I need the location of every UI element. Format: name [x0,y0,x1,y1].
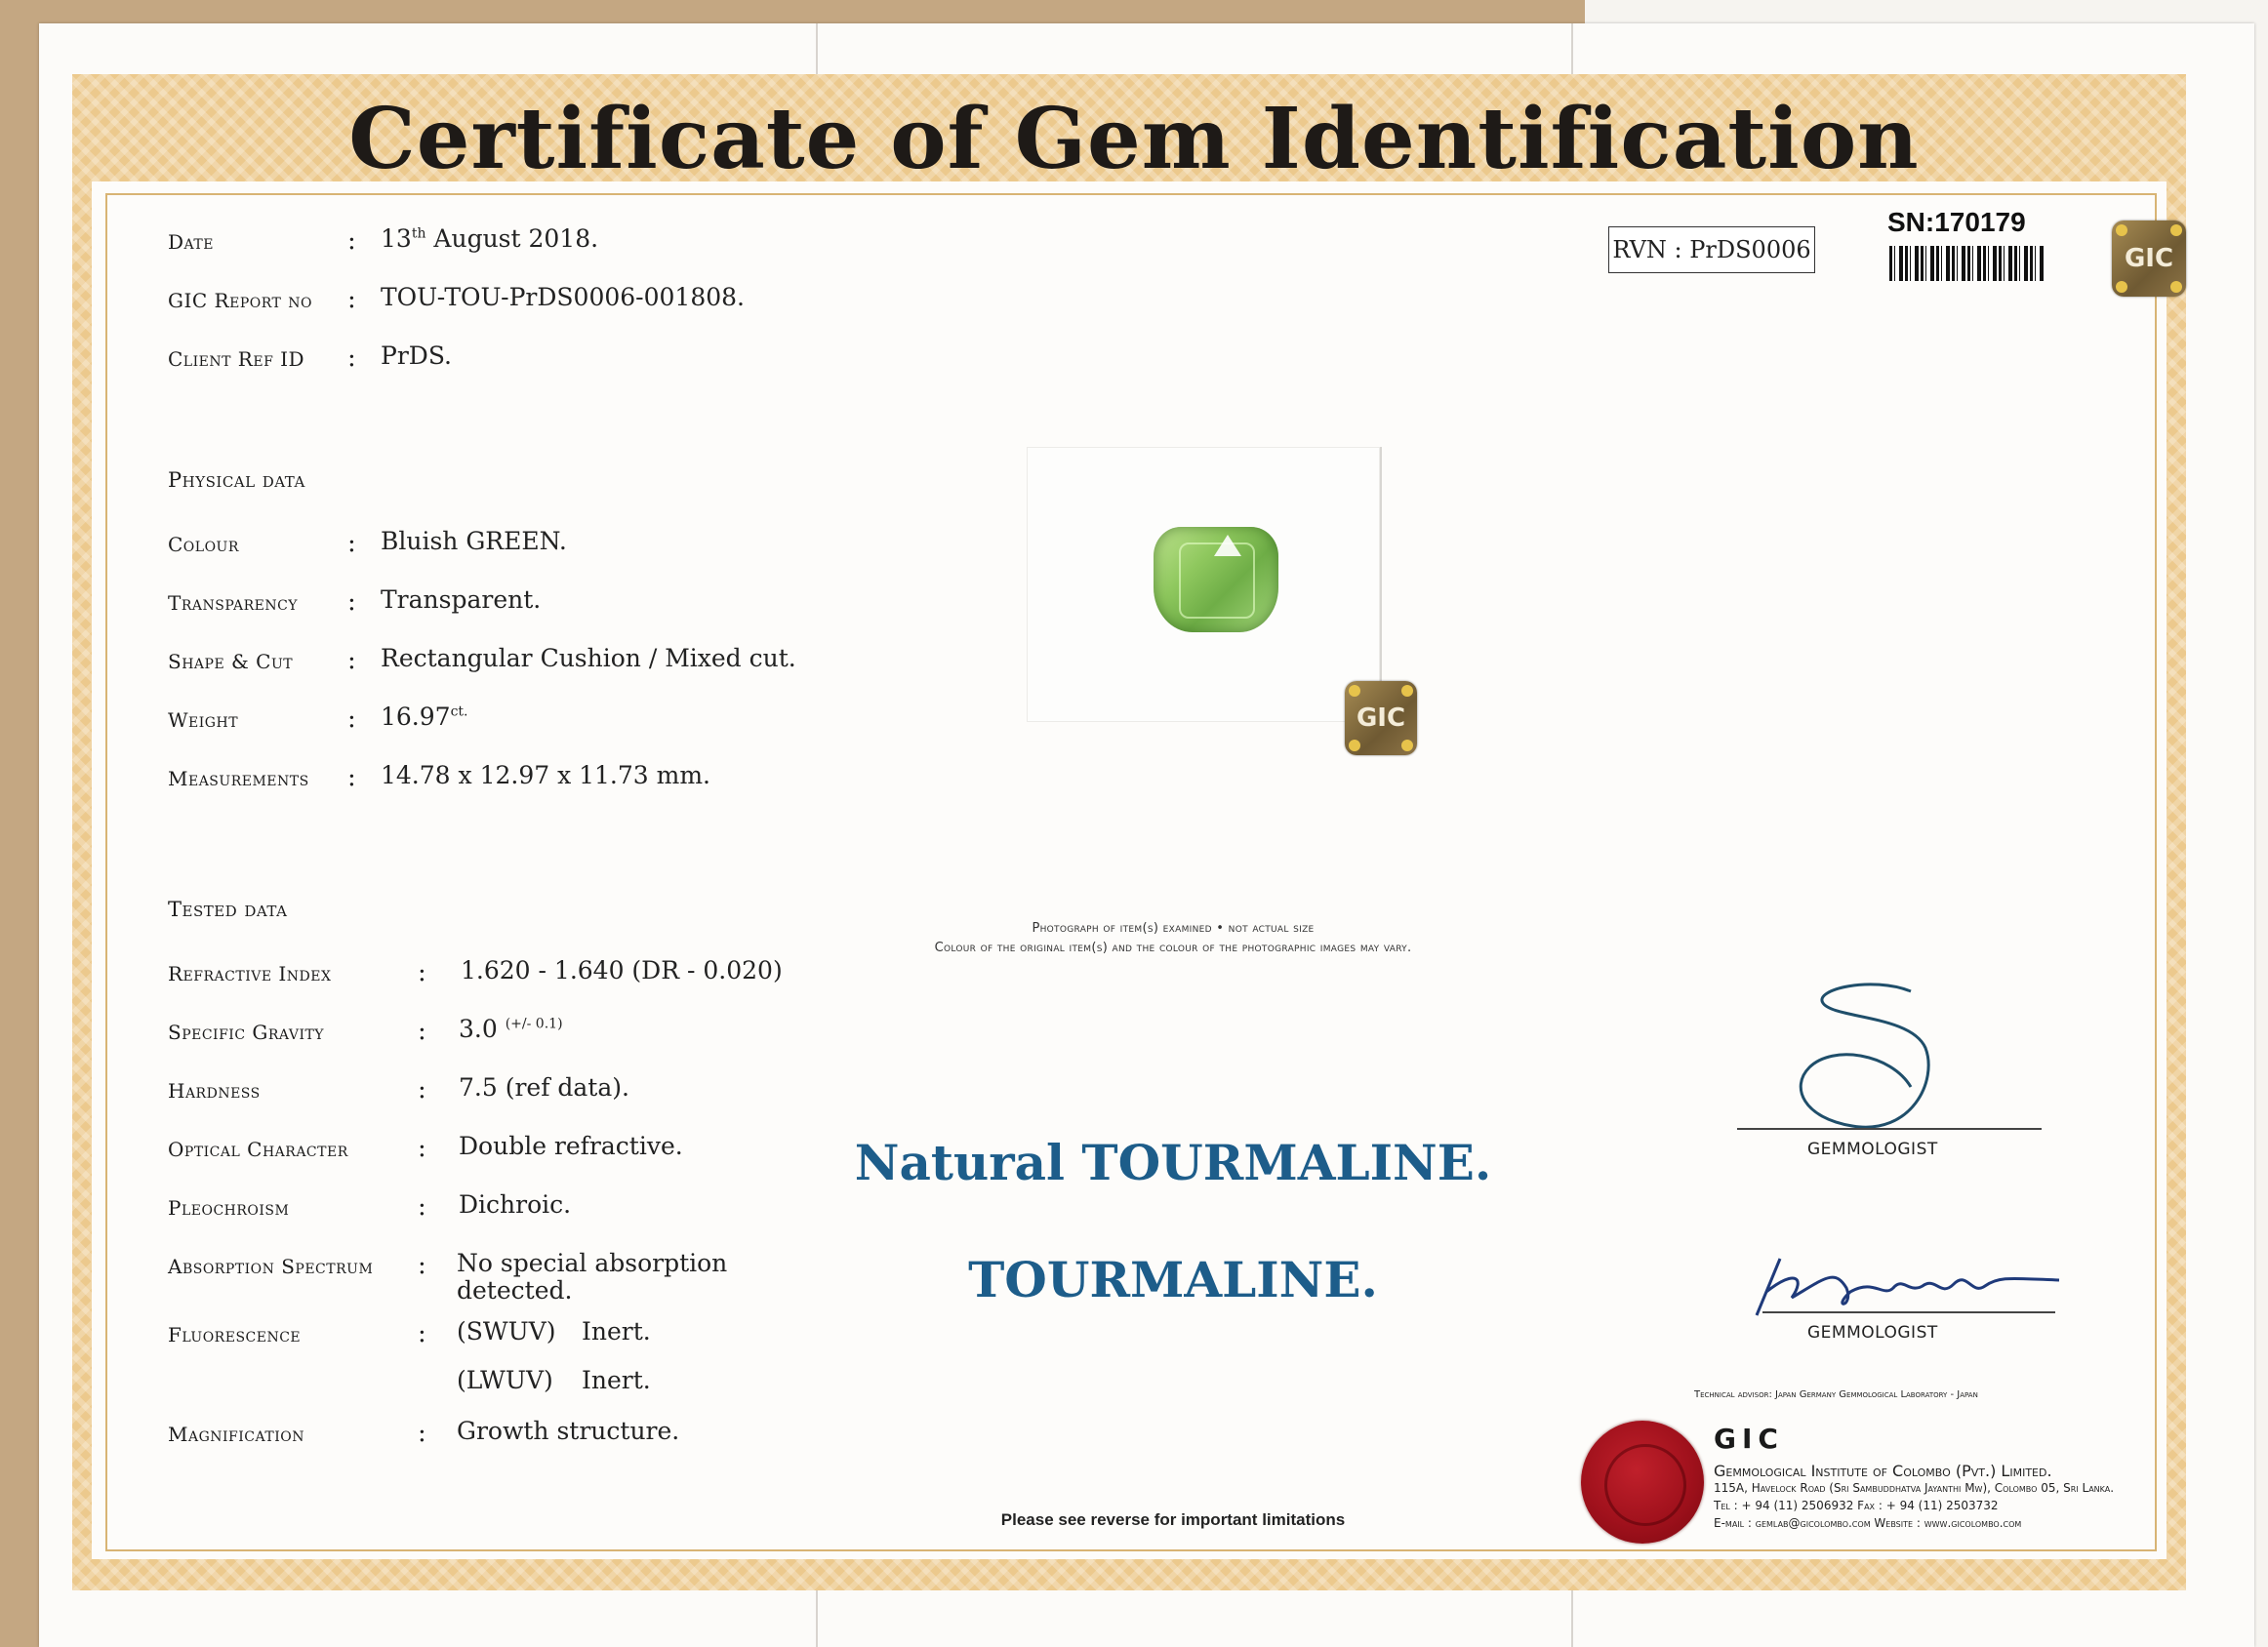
refractive-index-value: 1.620 - 1.640 (DR - 0.020) [461,956,783,984]
report-no-value: TOU-TOU-PrDS0006-001808. [381,283,745,311]
report-no-label: GIC Report no [168,289,312,312]
rvn-box: RVN : PrDS0006 [1608,226,1815,273]
wax-seal-emblem-icon [1604,1444,1686,1526]
institute-short-name: GIC [1714,1423,1784,1455]
photo-pointer-line [1380,447,1382,691]
tested-data-heading: Tested data [168,898,288,921]
institute-email: E-mail : gemlab@gicolombo.com Website : www.gicolombo.com [1714,1516,2022,1530]
colour-label: Colour [168,533,239,556]
frame-border-line [105,193,2157,1551]
hardness-label: Hardness [168,1079,261,1103]
measurements-label: Measurements [168,767,309,790]
absorption-spectrum-value-line2: detected. [457,1276,573,1305]
identification-variety: TOURMALINE. [968,1251,1378,1308]
date-value: 13th August 2018. [381,224,599,253]
physical-data-heading: Physical data [168,468,305,492]
gemmologist-label-2: GEMMOLOGIST [1807,1323,1938,1343]
weight-label: Weight [168,708,239,732]
barcode [1889,246,2045,281]
hardness-value: 7.5 (ref data). [459,1073,629,1102]
swuv-label: (SWUV) [457,1317,556,1346]
lwuv-value: Inert. [582,1366,651,1394]
pleochroism-value: Dichroic. [459,1190,572,1219]
refractive-index-label: Refractive Index [168,962,332,985]
magnification-value: Growth structure. [457,1417,680,1445]
absorption-spectrum-label: Absorption Spectrum [168,1255,374,1278]
certificate-title: Certificate of Gem Identification [348,90,1920,188]
colour-value: Bluish GREEN. [381,527,567,555]
client-ref-value: PrDS. [381,341,452,370]
institute-phone: Tel : + 94 (11) 2506932 Fax : + 94 (11) 2503732 [1714,1499,1999,1512]
optical-character-label: Optical Character [168,1138,348,1161]
weight-value: $16.97^{ct.}$ [381,703,468,731]
date-label: Date [168,230,214,254]
specific-gravity-value: 3.0 $^{(+/- 0.1)}$ [459,1015,563,1043]
photo-gic-seal-icon: GIC [1345,681,1417,755]
pleochroism-label: Pleochroism [168,1196,290,1220]
gemmologist-label-1: GEMMOLOGIST [1807,1140,1938,1159]
transparency-value: Transparent. [381,585,542,614]
signature-line-2 [1762,1311,2055,1313]
fluorescence-label: Fluorescence [168,1323,302,1346]
shape-cut-value: Rectangular Cushion / Mixed cut. [381,644,796,672]
corner-gic-seal-icon: GIC [2112,221,2186,297]
magnification-label: Magnification [168,1423,304,1446]
swuv-value: Inert. [582,1317,651,1346]
signature-line-1 [1737,1128,2042,1130]
signature-1 [1764,980,1979,1145]
identification-result: Natural TOURMALINE. [854,1134,1492,1191]
reverse-note: Please see reverse for important limitations [1000,1510,1346,1529]
photo-caption-line2: Colour of the original item(s) and the colour of the photographic images may vary. [934,941,1412,955]
lwuv-label: (LWUV) [457,1366,553,1394]
serial-number: SN:170179 [1887,207,2026,237]
specific-gravity-label: Specific Gravity [168,1021,325,1044]
institute-name: Gemmological Institute of Colombo (Pvt.) Limited. [1714,1462,2052,1480]
shape-cut-label: Shape & Cut [168,650,294,673]
client-ref-label: Client Ref ID [168,347,305,371]
gem-highlight [1214,535,1241,556]
signature-2 [1737,1249,2069,1327]
measurements-value: 14.78 x 12.97 x 11.73 mm. [381,761,711,789]
transparency-label: Transparency [168,591,299,615]
institute-address: 115A, Havelock Road (Sri Sambuddhatva Jayanthi Mw), Colombo 05, Sri Lanka. [1714,1481,2115,1495]
photo-caption-line1: Photograph of item(s) examined • not actual size [1032,921,1315,936]
absorption-spectrum-value-line1: No special absorption [457,1249,728,1277]
technical-advisor: Technical advisor: Japan Germany Gemmological Laboratory - Japan [1694,1389,1978,1400]
optical-character-value: Double refractive. [459,1132,683,1160]
